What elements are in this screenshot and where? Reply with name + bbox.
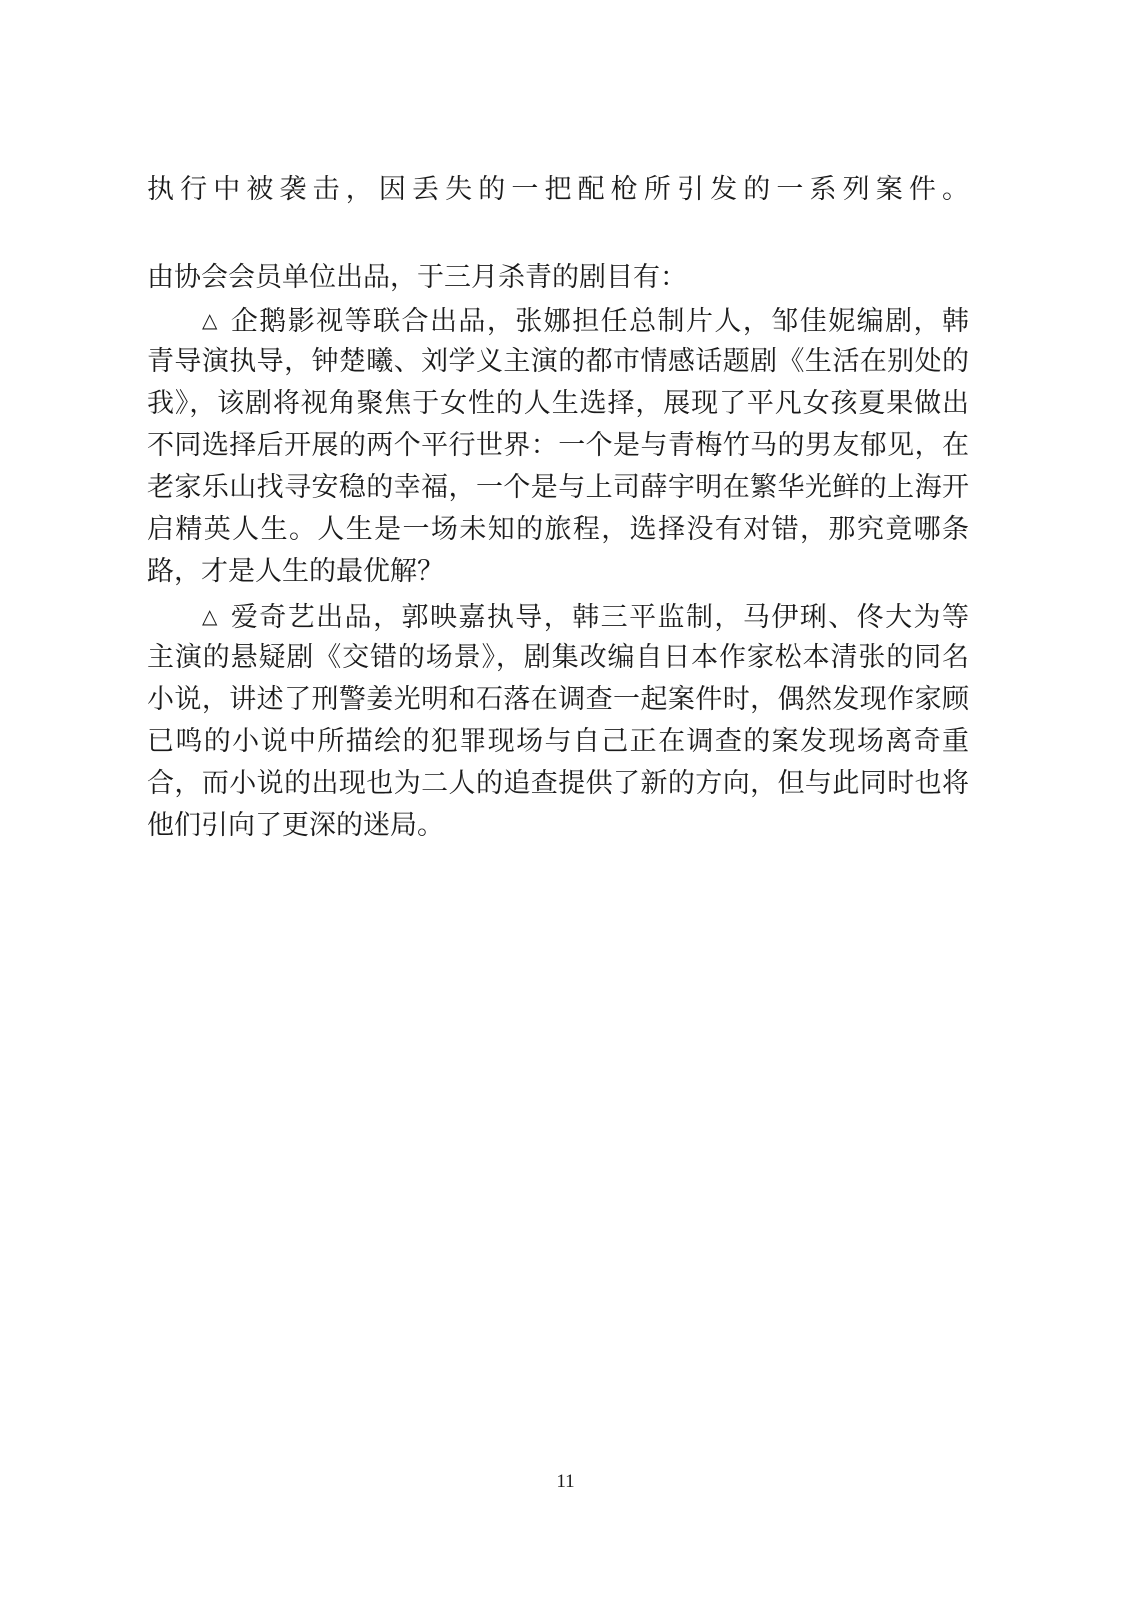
entry-1-line-5: 老家乐山找寻安稳的幸福，一个是与上司薛宇明在繁华光鲜的上海开: [147, 472, 969, 503]
section-intro: 由协会会员单位出品，于三月杀青的剧目有：: [147, 262, 687, 293]
entry-1-line-3: 我》，该剧将视角聚焦于女性的人生选择，展现了平凡女孩夏果做出: [147, 388, 969, 419]
page-number: 11: [556, 1471, 575, 1492]
entry-2-line-4: 已鸣的小说中所描绘的犯罪现场与自己正在调查的案发现场离奇重: [147, 726, 969, 757]
entry-1-line-4: 不同选择后开展的两个平行世界：一个是与青梅竹马的男友郁见，在: [147, 430, 969, 461]
entry-2-line-5: 合，而小说的出现也为二人的追查提供了新的方向，但与此同时也将: [147, 768, 969, 799]
entry-1-line-1: △ 企鹅影视等联合出品，张娜担任总制片人，邹佳妮编剧，韩: [202, 302, 969, 340]
carryover-text-line: 执行中被袭击，因丢失的一把配枪所引发的一系列案件。: [147, 174, 969, 205]
entry-2-line-1: △ 爱奇艺出品，郭映嘉执导，韩三平监制，马伊琍、佟大为等: [202, 598, 969, 636]
entry-2-line-6: 他们引向了更深的迷局。: [147, 810, 444, 841]
entry-1-line-2: 青导演执导，钟楚曦、刘学义主演的都市情感话题剧《生活在别处的: [147, 346, 969, 377]
entry-1-line-6: 启精英人生。人生是一场未知的旅程，选择没有对错，那究竟哪条: [147, 514, 969, 545]
triangle-bullet-icon: △: [202, 604, 218, 628]
entry-2-line-2: 主演的悬疑剧《交错的场景》，剧集改编自日本作家松本清张的同名: [147, 642, 969, 673]
triangle-bullet-icon: △: [202, 308, 218, 332]
entry-2-line-3: 小说，讲述了刑警姜光明和石落在调查一起案件时，偶然发现作家顾: [147, 684, 969, 715]
entry-1-line-7: 路，才是人生的最优解？: [147, 556, 444, 587]
